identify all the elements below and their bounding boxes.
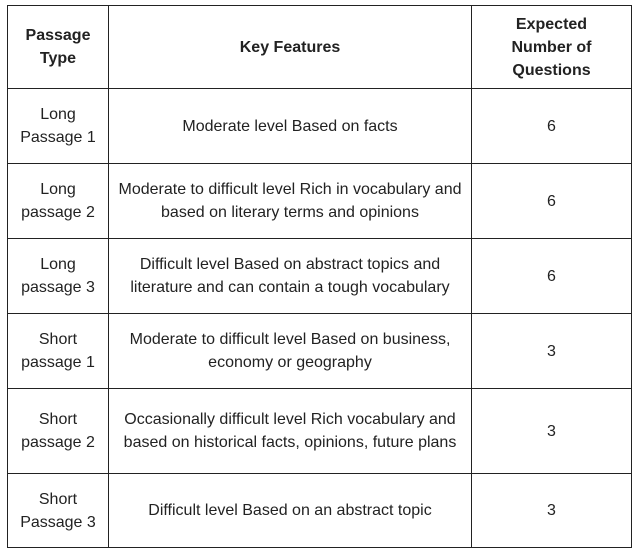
header-expected-questions: Expected Number of Questions [472,6,632,89]
key-features-cell: Moderate to difficult level Based on business, economy or geography [109,314,472,389]
table-row [8,389,632,474]
table-row [8,474,632,548]
passage-type-cell: Short passage 2 [8,389,109,474]
passage-type-cell: Long Passage 1 [8,89,109,164]
passage-type-cell: Long passage 2 [8,164,109,239]
table-row [8,164,632,239]
key-features-cell: Moderate to difficult level Rich in vocabulary and based on literary terms and opinions [109,164,472,239]
header-passage-type: Passage Type [8,6,109,89]
table-row [8,89,632,164]
key-features-cell: Occasionally difficult level Rich vocabulary and based on historical facts, opinions, future plans [109,389,472,474]
passage-type-cell: Short Passage 3 [8,474,109,548]
question-count-cell: 6 [472,239,632,314]
question-count-cell: 6 [472,164,632,239]
key-features-cell: Difficult level Based on abstract topics and literature and can contain a tough vocabulary [109,239,472,314]
question-count-cell: 3 [472,474,632,548]
table-row [8,314,632,389]
key-features-cell: Difficult level Based on an abstract topic [109,474,472,548]
question-count-cell: 3 [472,389,632,474]
header-key-features: Key Features [109,6,472,89]
table-row [8,239,632,314]
passage-type-cell: Long passage 3 [8,239,109,314]
question-count-cell: 3 [472,314,632,389]
passage-table [7,5,632,548]
passage-type-cell: Short passage 1 [8,314,109,389]
key-features-cell: Moderate level Based on facts [109,89,472,164]
header-row [8,6,632,89]
question-count-cell: 6 [472,89,632,164]
